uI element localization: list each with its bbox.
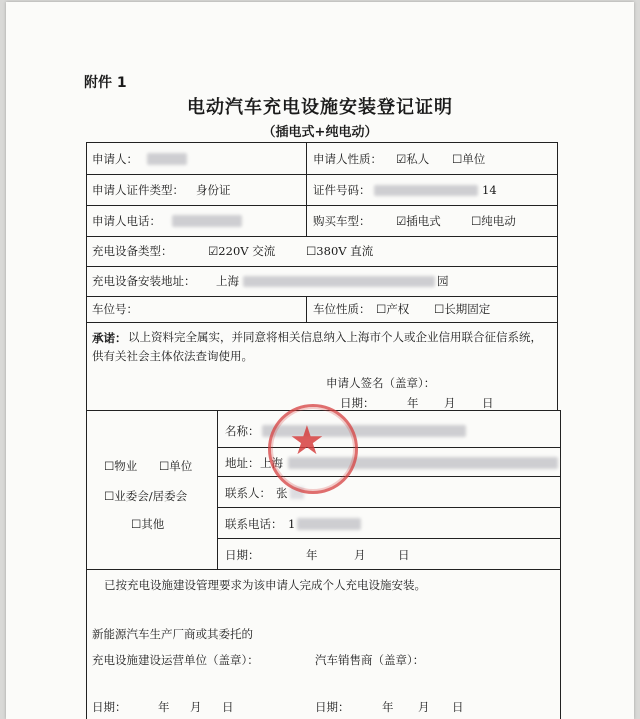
id-type-value: 身份证 [196,183,231,197]
mgmt-month: 月 [354,548,366,562]
option-committee-checkbox[interactable]: ☐业委会/居委会 [104,489,188,503]
pledge-date-label: 日期： [340,396,375,410]
mgmt-address-prefix: 上海 [260,456,283,470]
equipment-type-label: 充电设备类型： [92,244,173,258]
applicant-phone-label: 申请人电话： [92,214,161,228]
seal-star-icon: ★ [289,418,325,464]
pledge-text: 以上资料完全属实，并同意将相关信息纳入上海市个人或企业信用联合征信系统，供有关社会主体依法查询使用。 [92,330,542,363]
install-address-prefix: 上海 [216,274,239,288]
applicant-name-label: 申请人： [92,152,138,166]
parking-longterm-checkbox[interactable]: ☐长期固定 [434,302,491,316]
equipment-380v-checkbox[interactable]: ☐380V 直流 [306,244,374,258]
attachment-label: 附件 1 [84,75,127,91]
completion-month: 月 [190,700,202,714]
parking-no-label: 车位号： [92,302,138,316]
id-number-label: 证件号码： [313,183,371,197]
applicant-phone-redacted [172,215,242,227]
pledge-day: 日 [482,396,494,410]
option-unit-checkbox[interactable]: ☐单位 [159,459,193,473]
option-other-checkbox[interactable]: ☐其他 [131,517,165,531]
completion-month-2: 月 [418,700,430,714]
completion-day-2: 日 [452,700,464,714]
completion-maker-label: 新能源汽车生产厂商或其委托的 [92,627,253,641]
mgmt-name-label: 名称： [225,424,260,438]
mgmt-phone-label: 联系电话： [225,517,283,531]
car-type-plugin-checkbox[interactable]: ☑插电式 [396,214,441,228]
completion-dealer-label: 汽车销售商（盖章）： [315,653,425,667]
pledge-year: 年 [407,396,419,410]
nature-unit-checkbox[interactable]: ☐单位 [452,152,486,166]
completion-operator-label: 充电设施建设运营单位（盖章）： [92,653,259,667]
nature-private-checkbox[interactable]: ☑私人 [396,152,430,166]
parking-nature-label: 车位性质： [313,302,371,316]
completion-year-2: 年 [382,700,394,714]
install-address-redacted [243,276,435,287]
pledge-label: 承诺： [92,331,127,345]
completion-date-label: 日期： [92,700,127,714]
mgmt-address-label: 地址： [225,456,260,470]
option-property-checkbox[interactable]: ☐物业 [104,459,138,473]
car-type-electric-checkbox[interactable]: ☐纯电动 [471,214,516,228]
mgmt-contact-value: 张 [276,486,288,500]
id-number-redacted [374,185,478,196]
mgmt-day: 日 [398,548,410,562]
red-seal-stamp [268,404,358,494]
pledge-month: 月 [444,396,456,410]
install-address-suffix: 园 [437,274,449,288]
mgmt-year: 年 [306,548,318,562]
equipment-220v-checkbox[interactable]: ☑220V 交流 [208,244,276,258]
id-type-label: 申请人证件类型： [92,183,184,197]
pledge-signature-label: 申请人签名（盖章）： [326,376,436,390]
completion-year: 年 [158,700,170,714]
completion-day: 日 [222,700,234,714]
parking-owned-checkbox[interactable]: ☐产权 [376,302,410,316]
applicant-name-redacted [147,153,187,165]
mgmt-contact-label: 联系人： [225,486,271,500]
install-address-label: 充电设备安装地址： [92,274,196,288]
applicant-nature-label: 申请人性质： [313,152,382,166]
id-number-suffix: 14 [482,183,497,197]
page-title: 电动汽车充电设施安装登记证明 [187,97,453,118]
page-subtitle: （插电式+纯电动） [262,125,378,140]
completion-date-label-2: 日期： [315,700,350,714]
car-type-label: 购买车型： [313,214,371,228]
mgmt-phone-redacted [297,518,361,530]
completion-statement: 已按充电设施建设管理要求为该申请人完成个人充电设施安装。 [104,578,426,592]
mgmt-phone-prefix: 1 [288,517,296,531]
mgmt-date-label: 日期： [225,548,260,562]
